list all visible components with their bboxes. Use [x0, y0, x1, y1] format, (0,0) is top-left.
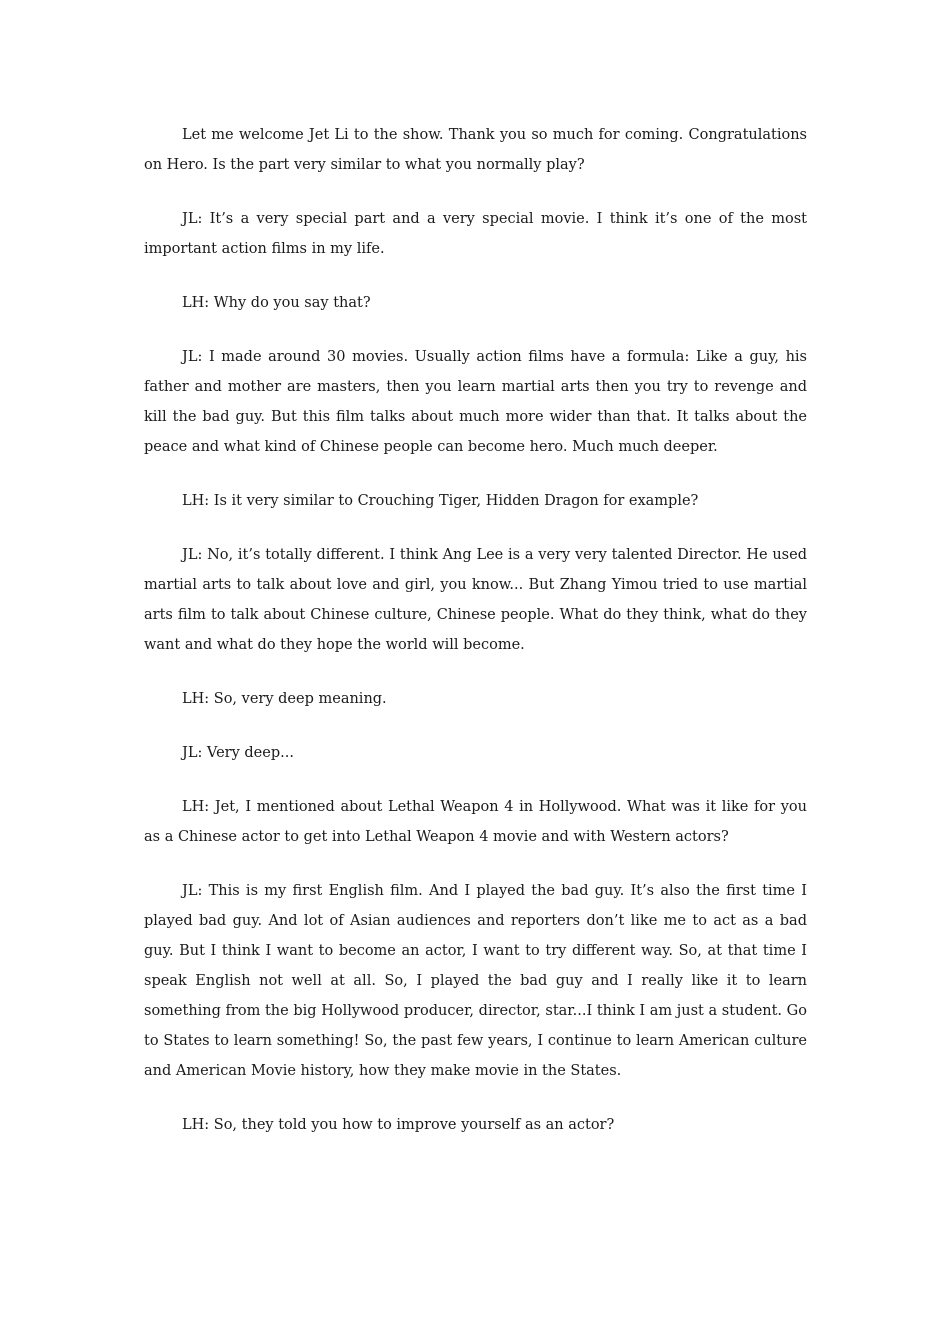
paragraph-lh-question-2: LH: Why do you say that?	[182, 295, 371, 311]
paragraph-lh-question-6: LH: So, they told you how to improve yourself as an actor?	[182, 1117, 615, 1133]
paragraph-jl-answer-4: JL: Very deep...	[182, 745, 294, 761]
document-body	[144, 120, 807, 1164]
paragraph-intro-question: Let me welcome Jet Li to the show. Thank you so much for coming. Congratulations on Hero. Is the part very similar to what you normally play?	[144, 127, 807, 173]
paragraph-jl-answer-5: JL: This is my first English film. And I played the bad guy. It’s also the first time I played bad guy. And lot of Asian audiences and reporters don’t like me to act as a bad guy. But I think I want to become an actor, I want to try different way. So, at that time I speak English not well at all. So, I played the bad guy and I really like it to learn something from the big Hollywood producer, director, star...I think I am just a student. Go to States to learn something! So, the past few years, I continue to learn American culture and American Movie history, how they make movie in the States.	[144, 883, 807, 1079]
paragraph-jl-answer-3: JL: No, it’s totally different. I think Ang Lee is a very very talented Director. He used martial arts to talk about love and girl, you know... But Zhang Yimou tried to use martial arts film to talk about Chinese culture, Chinese people. What do they think, what do they want and what do they hope the world will become.	[144, 547, 807, 653]
paragraph-lh-question-3: LH: Is it very similar to Crouching Tiger, Hidden Dragon for example?	[182, 493, 699, 509]
paragraph-lh-remark-4: LH: So, very deep meaning.	[182, 691, 387, 707]
paragraph-jl-answer-1: JL: It’s a very special part and a very special movie. I think it’s one of the most important action films in my life.	[144, 211, 807, 257]
paragraph-lh-question-5: LH: Jet, I mentioned about Lethal Weapon 4 in Hollywood. What was it like for you as a Chinese actor to get into Lethal Weapon 4 movie and with Western actors?	[144, 799, 807, 845]
paragraph-jl-answer-2: JL: I made around 30 movies. Usually action films have a formula: Like a guy, his father and mother are masters, then you learn martial arts then you try to revenge and kill the bad guy. But this film talks about much more wider than that. It talks about the peace and what kind of Chinese people can become hero. Much much deeper.	[144, 349, 807, 455]
